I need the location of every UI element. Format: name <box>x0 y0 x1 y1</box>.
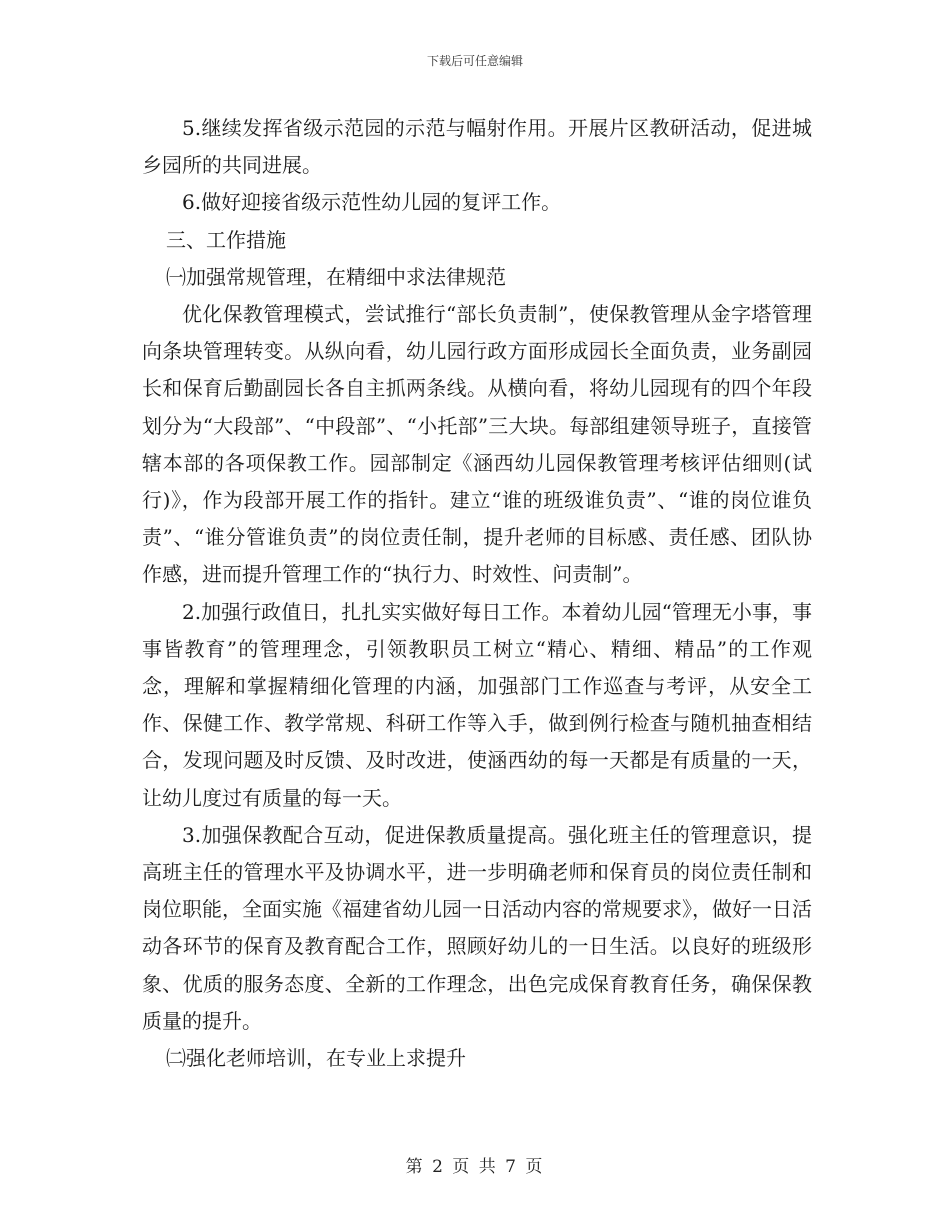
subsection-heading-2: ㈡强化老师培训，在专业上求提升 <box>166 1046 466 1071</box>
document-body <box>142 110 812 1077</box>
paragraph-item-6: 6.做好迎接省级示范性幼儿园的复评工作。 <box>182 190 562 215</box>
page-number: 第 2 页 共 7 页 <box>405 1157 545 1177</box>
subsection-heading-1: ㈠加强常规管理，在精细中求法律规范 <box>166 264 506 289</box>
section-heading-measures: 三、工作措施 <box>166 227 286 252</box>
paragraph-item-2: 2.加强行政值日，扎扎实实做好每日工作。本着幼儿园“管理无小事，事事皆教育”的管理理念，引领教职员工树立“精心、精细、精品”的工作观念，理解和掌握精细化管理的内涵，加强部门工作巡查与考评，从安全工作、保健工作、教学常规、科研工作等入手，做到例行检查与随机抽查相结合，发现问题及时反馈、及时改进，使涵西幼的每一天都是有质量的一天，让幼儿度过有质量的每一天。 <box>142 599 812 810</box>
paragraph-management-model: 优化保教管理模式，尝试推行“部长负责制”，使保教管理从金字塔管理向条块管理转变。从纵向看，幼儿园行政方面形成园长全面负责，业务副园长和保育后勤副园长各自主抓两条线。从横向看，将幼儿园现有的四个年段划分为“大段部”、“中段部”、“小托部”三大块。每部组建领导班子，直接管辖本部的各项保教工作。园部制定《涵西幼儿园保教管理考核评估细则(试行)》，作为段部开展工作的指针。建立“谁的班级谁负责”、“谁的岗位谁负责”、“谁分管谁负责”的岗位责任制，提升老师的目标感、责任感、团队协作感，进而提升管理工作的“执行力、时效性、问责制”。 <box>142 302 812 587</box>
page-header: 下载后可任意编辑 <box>426 54 523 68</box>
paragraph-item-3: 3.加强保教配合互动，促进保教质量提高。强化班主任的管理意识，提高班主任的管理水平及协调水平，进一步明确老师和保育员的岗位责任制和岗位职能，全面实施《福建省幼儿园一日活动内容的常规要求》，做好一日活动各环节的保育及教育配合工作，照顾好幼儿的一日生活。以良好的班级形象、优质的服务态度、全新的工作理念，出色完成保育教育任务，确保保教质量的提升。 <box>142 822 812 1033</box>
paragraph-item-5: 5.继续发挥省级示范园的示范与幅射作用。开展片区教研活动，促进城乡园所的共同进展。 <box>142 116 812 178</box>
